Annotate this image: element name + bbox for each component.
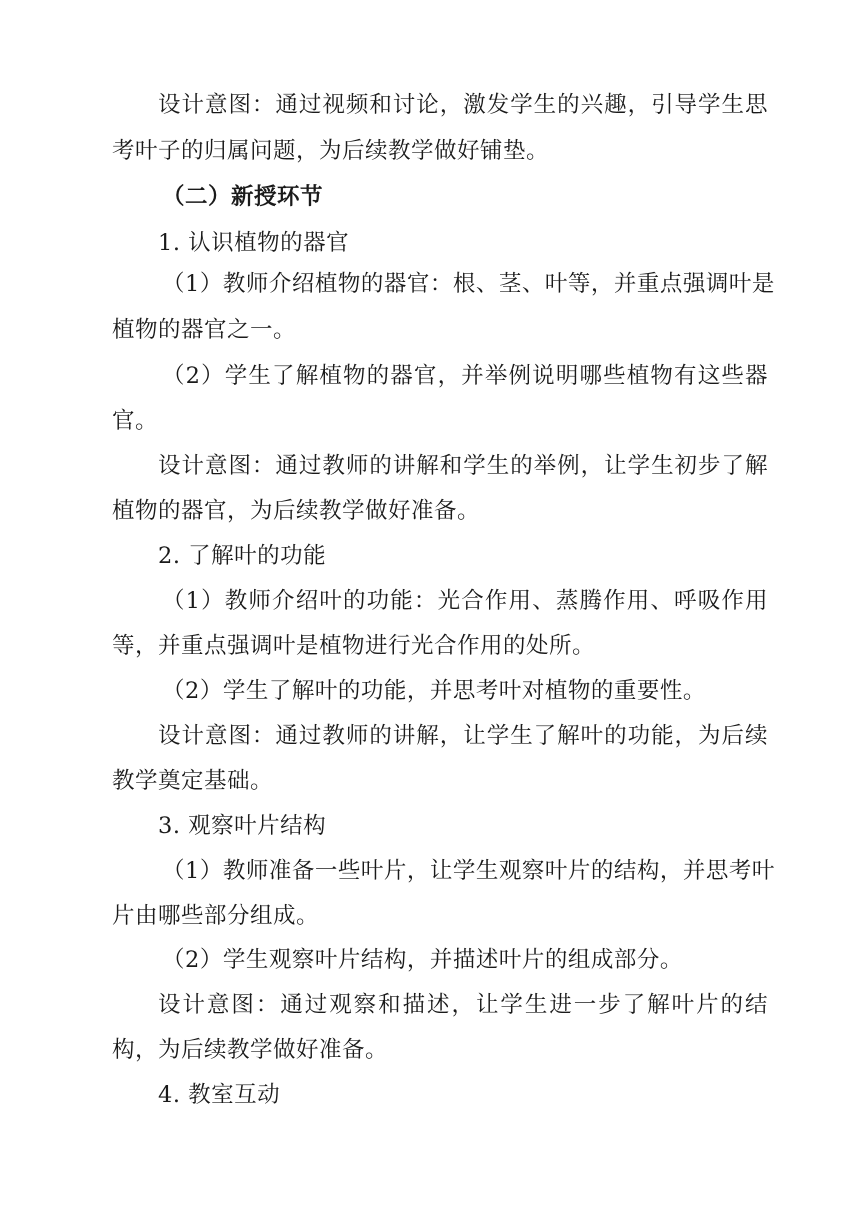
design-intent-paragraph-1-cont: 考叶子的归属问题，为后续教学做好铺垫。 (112, 138, 550, 164)
item-2-2: （2）学生了解叶的功能，并思考叶对植物的重要性。 (162, 678, 706, 704)
design-intent-paragraph-3: 设计意图：通过教师的讲解，让学生了解叶的功能，为后续 (158, 723, 768, 749)
design-intent-paragraph-2: 设计意图：通过教师的讲解和学生的举例，让学生初步了解 (158, 453, 768, 479)
item-1-2-cont: 官。 (112, 408, 159, 434)
subsection-heading-4: 4. 教室互动 (158, 1082, 281, 1108)
item-3-2: （2）学生观察叶片结构，并描述叶片的组成部分。 (162, 947, 683, 973)
item-3-1: （1）教师准备一些叶片，让学生观察叶片的结构，并思考叶 (162, 858, 775, 884)
subsection-heading-1: 1. 认识植物的器官 (158, 230, 350, 256)
item-3-1-cont: 片由哪些部分组成。 (112, 903, 320, 929)
subsection-heading-2: 2. 了解叶的功能 (158, 543, 327, 569)
item-2-1: （1）教师介绍叶的功能：光合作用、蒸腾作用、呼吸作用 (162, 588, 768, 614)
design-intent-paragraph-1: 设计意图：通过视频和讨论，激发学生的兴趣，引导学生思 (158, 92, 768, 118)
item-1-2: （2）学生了解植物的器官，并举例说明哪些植物有这些器 (162, 363, 768, 389)
item-2-1-cont: 等，并重点强调叶是植物进行光合作用的处所。 (112, 633, 596, 659)
design-intent-paragraph-3-cont: 教学奠定基础。 (112, 768, 274, 794)
item-1-1: （1）教师介绍植物的器官：根、茎、叶等，并重点强调叶是 (162, 271, 775, 297)
design-intent-paragraph-2-cont: 植物的器官，为后续教学做好准备。 (112, 498, 481, 524)
subsection-heading-3: 3. 观察叶片结构 (158, 813, 327, 839)
item-1-1-cont: 植物的器官之一。 (112, 317, 297, 343)
design-intent-paragraph-4-cont: 构，为后续教学做好准备。 (112, 1037, 389, 1063)
design-intent-paragraph-4: 设计意图：通过观察和描述，让学生进一步了解叶片的结 (158, 992, 768, 1018)
section-heading-new-lesson: （二）新授环节 (162, 184, 324, 210)
